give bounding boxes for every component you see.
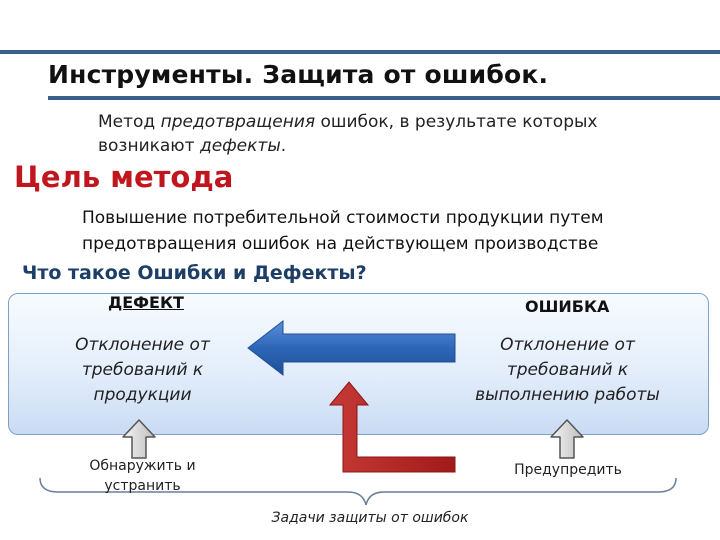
error-heading: ОШИБКА (525, 297, 610, 316)
intro-emphasis-prevention: предотвращения (160, 112, 316, 132)
defect-description: Отклонение от требований к продукции (75, 335, 210, 405)
goal-text: Повышение потребительной стоимости продукции путем предотвращения ошибок на действующем производстве (82, 208, 604, 254)
defect-action: Обнаружить и устранить (89, 458, 196, 494)
left-arrow-icon (248, 321, 455, 375)
goal-heading: Цель метода (14, 160, 234, 194)
defect-up-arrow-icon (123, 420, 155, 458)
error-up-arrow-icon (551, 420, 583, 458)
intro-part-3: . (280, 136, 287, 156)
intro-part-1: Метод (98, 112, 161, 132)
up-arrow-icon (330, 382, 455, 472)
error-action: Предупредить (514, 462, 622, 478)
intro-emphasis-defects: дефекты (199, 136, 281, 156)
intro-part-2: ошибок, в результате которых возникают (98, 112, 598, 156)
brace-label: Задачи защиты от ошибок (271, 510, 469, 526)
slide-title: Инструменты. Защита от ошибок. (48, 60, 549, 89)
question-heading: Что такое Ошибки и Дефекты? (22, 262, 367, 284)
error-description: Отклонение от требований к выполнению работы (475, 335, 660, 405)
defect-heading: ДЕФЕКТ (108, 293, 184, 312)
